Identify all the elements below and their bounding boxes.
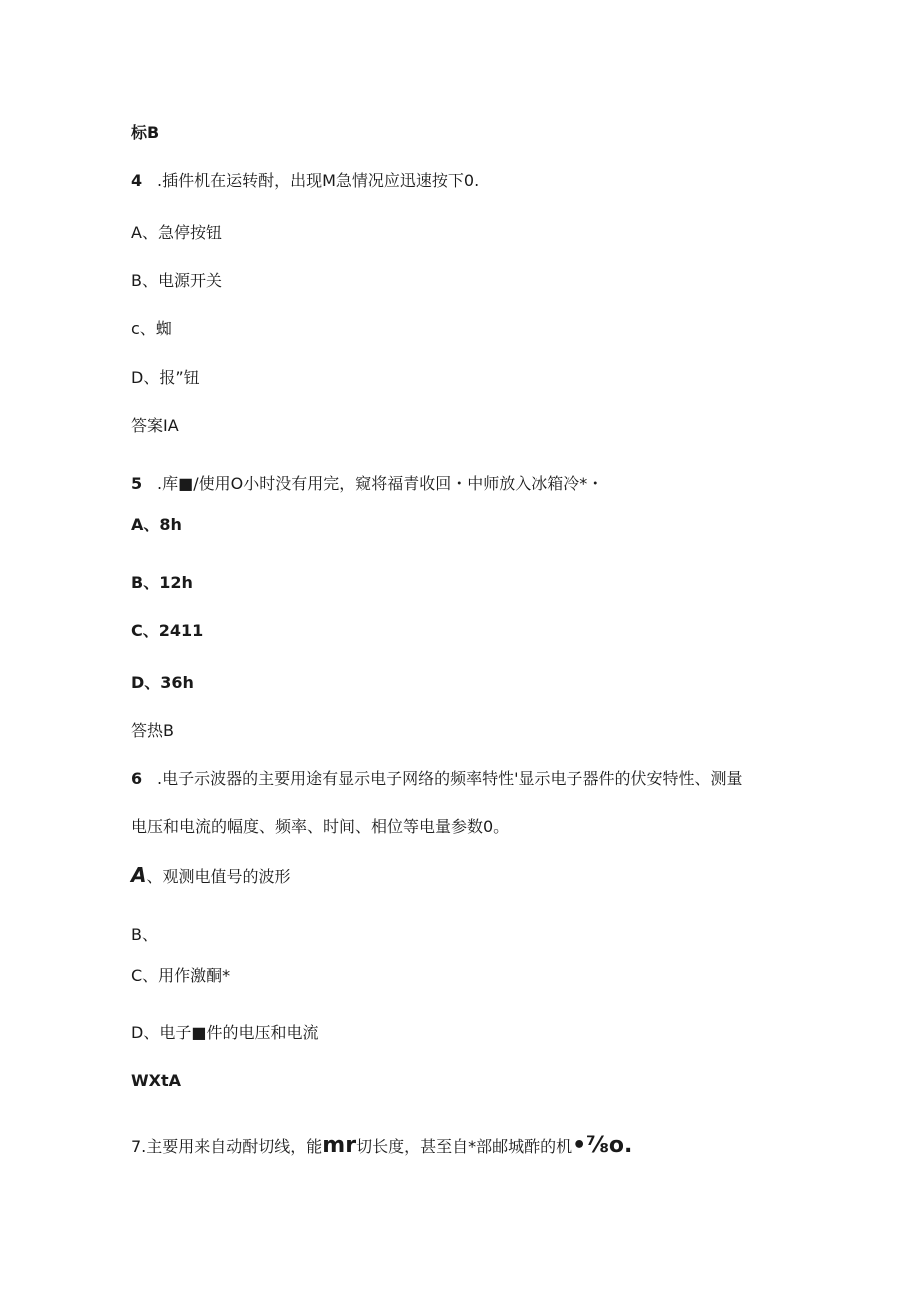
- option-d: D、电子■件的电压和电流: [131, 1023, 319, 1042]
- option-a: A、8h: [131, 515, 182, 534]
- answer: WXtA: [131, 1071, 182, 1090]
- question-text-continued: 切长度，甚至自*部邮城酢的机: [356, 1137, 573, 1156]
- option-c: C、2411: [131, 621, 204, 640]
- option-d: D、报”钮: [131, 368, 200, 387]
- option-c: C、用作激酮*: [131, 966, 231, 985]
- question-6: [131, 768, 743, 790]
- answer: 答案IA: [131, 416, 179, 435]
- question-text: .库■/使用O小时没有用完，窥将福青收回・中师放入冰箱冷*・: [157, 474, 604, 493]
- previous-answer: 标B: [131, 123, 160, 142]
- question-4: [131, 170, 479, 192]
- question-number: 4: [131, 171, 143, 190]
- option-b: B、: [131, 925, 158, 944]
- question-number: 6: [131, 769, 143, 788]
- question-5: [131, 473, 603, 495]
- question-6-continued: 电压和电流的幅度、频率、时间、相位等电量参数0。: [131, 817, 510, 836]
- question-number: 5: [131, 474, 143, 493]
- option-b: B、电源开关: [131, 271, 222, 290]
- option-c: c、蜘: [131, 319, 172, 338]
- option-a: [131, 864, 291, 888]
- question-text: .插件机在运转酎，出现M急情况应迅速按下0.: [157, 171, 480, 190]
- option-b: B、12h: [131, 573, 193, 592]
- option-a: A、急停按钮: [131, 223, 222, 242]
- option-text: 、观测电值号的波形: [146, 867, 291, 886]
- question-text-fragment: mr: [322, 1133, 357, 1158]
- question-7: [131, 1135, 632, 1158]
- question-text: 7.主要用来自动酎切线，能: [131, 1137, 323, 1156]
- question-text-end: •⅞o.: [572, 1133, 633, 1158]
- option-d: D、36h: [131, 673, 194, 692]
- question-text: .电子示波器的主要用途有显示电子网络的频率特性'显示电子器件的伏安特性、测量: [157, 769, 743, 788]
- option-letter: A: [131, 863, 147, 887]
- answer: 答热B: [131, 721, 174, 740]
